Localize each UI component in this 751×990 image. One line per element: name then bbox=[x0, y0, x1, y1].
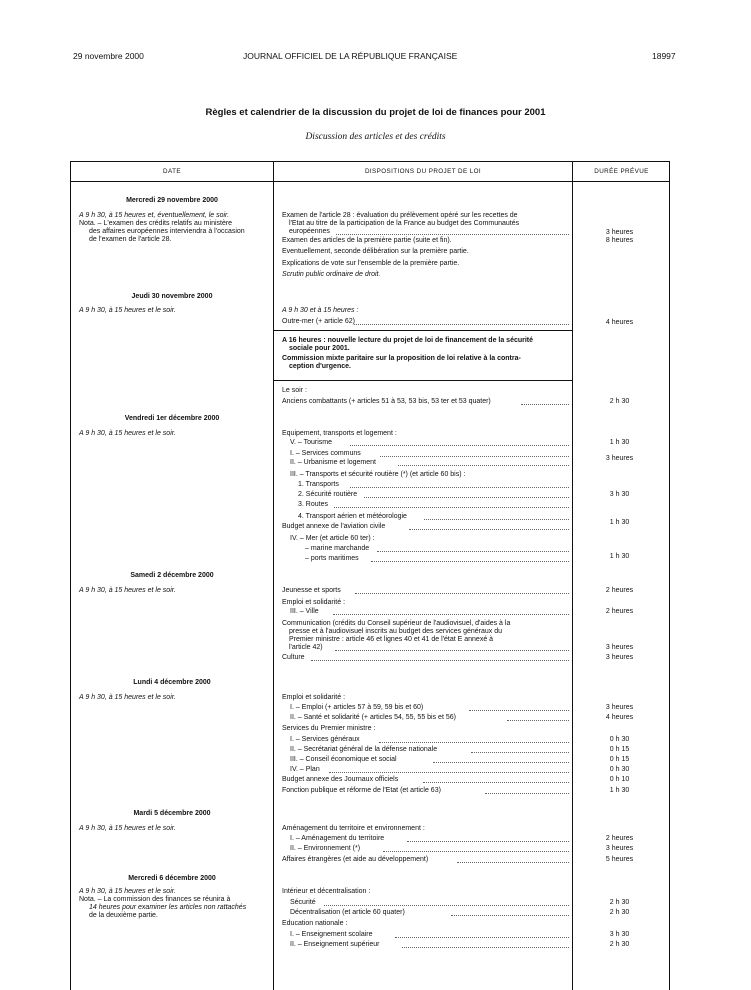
leader-dots bbox=[433, 762, 569, 763]
date-note: A 9 h 30, à 15 heures et le soir. bbox=[79, 825, 176, 832]
leader-dots bbox=[521, 404, 569, 405]
schedule-table bbox=[70, 161, 670, 990]
leader-dots bbox=[355, 593, 569, 594]
disposition-line: 2. Sécurité routière bbox=[298, 491, 358, 498]
disposition-line: I. – Emploi (+ articles 57 à 59, 59 bis et 60) bbox=[290, 704, 424, 711]
disposition-line: III. – Transports et sécurité routière (*) (et article 60 bis) : bbox=[290, 471, 466, 478]
disposition-line: Education nationale : bbox=[282, 920, 348, 927]
duration: 2 h 30 bbox=[609, 941, 630, 948]
section-rule bbox=[274, 380, 572, 381]
disposition-line: III. – Conseil économique et social bbox=[290, 756, 397, 763]
column-header-duration: DURÉE PRÉVUE bbox=[594, 168, 649, 175]
duration: 8 heures bbox=[605, 237, 634, 244]
duration: 3 h 30 bbox=[609, 931, 630, 938]
disposition-line: Budget annexe de l'aviation civile bbox=[282, 523, 386, 530]
date-note: A 9 h 30, à 15 heures et, éventuellement, le soir. bbox=[79, 212, 230, 219]
disposition-line: Affaires étrangères (et aide au développement) bbox=[282, 856, 429, 863]
duration: 1 h 30 bbox=[609, 553, 630, 560]
leader-dots bbox=[350, 445, 569, 446]
disposition-line: – ports maritimes bbox=[305, 555, 359, 562]
disposition-line: sociale pour 2001. bbox=[289, 345, 350, 352]
disposition-line: Scrutin public ordinaire de droit. bbox=[282, 271, 381, 278]
leader-dots bbox=[379, 742, 569, 743]
disposition-line: I. – Services communs bbox=[290, 450, 361, 457]
disposition-line: Anciens combattants (+ articles 51 à 53, 53 bis, 53 ter et 53 quater) bbox=[282, 398, 491, 405]
section-rule bbox=[274, 330, 572, 331]
duration: 0 h 30 bbox=[609, 766, 630, 773]
disposition-line: – marine marchande bbox=[305, 545, 370, 552]
header-date: 29 novembre 2000 bbox=[73, 51, 144, 61]
leader-dots bbox=[354, 324, 569, 325]
duration: 2 heures bbox=[605, 608, 634, 615]
header-rule bbox=[71, 181, 669, 182]
disposition-line: A 16 heures : nouvelle lecture du projet de loi de financement de la sécurité bbox=[282, 337, 534, 344]
date-note: A 9 h 30, à 15 heures et le soir. bbox=[79, 587, 176, 594]
disposition-line: IV. – Plan bbox=[290, 766, 320, 773]
disposition-line: Examen des articles de la première partie (suite et fin). bbox=[282, 237, 452, 244]
leader-dots bbox=[333, 614, 569, 615]
leader-dots bbox=[371, 561, 569, 562]
leader-dots bbox=[469, 710, 569, 711]
disposition-line: Décentralisation (et article 60 quater) bbox=[290, 909, 405, 916]
disposition-line: 3. Routes bbox=[298, 501, 328, 508]
date-note: A 9 h 30, à 15 heures et le soir. bbox=[79, 430, 176, 437]
disposition-line: II. – Environnement (*) bbox=[290, 845, 361, 852]
disposition-line: européennes bbox=[289, 228, 330, 235]
leader-dots bbox=[424, 519, 569, 520]
column-header-date: DATE bbox=[163, 168, 181, 175]
duration: 2 heures bbox=[605, 835, 634, 842]
duration: 4 heures bbox=[605, 319, 634, 326]
leader-dots bbox=[395, 937, 569, 938]
disposition-line: Emploi et solidarité : bbox=[282, 599, 346, 606]
leader-dots bbox=[457, 862, 569, 863]
disposition-line: Intérieur et décentralisation : bbox=[282, 888, 371, 895]
day-heading: Jeudi 30 novembre 2000 bbox=[131, 293, 213, 300]
day-heading: Mercredi 6 décembre 2000 bbox=[128, 875, 216, 882]
duration: 5 heures bbox=[605, 856, 634, 863]
leader-dots bbox=[377, 551, 569, 552]
disposition-line: Premier ministre : article 46 et lignes 40 et 41 de l'état E annexé à bbox=[289, 636, 494, 643]
duration: 4 heures bbox=[605, 714, 634, 721]
disposition-line: Services du Premier ministre : bbox=[282, 725, 376, 732]
disposition-line: II. – Santé et solidarité (+ articles 54, 55, 55 bis et 56) bbox=[290, 714, 456, 721]
leader-dots bbox=[364, 497, 569, 498]
leader-dots bbox=[383, 851, 569, 852]
disposition-line: III. – Ville bbox=[290, 608, 319, 615]
duration: 0 h 15 bbox=[609, 756, 630, 763]
duration: 1 h 30 bbox=[609, 787, 630, 794]
duration: 2 h 30 bbox=[609, 398, 630, 405]
date-note: de l'examen de l'article 28. bbox=[89, 236, 172, 243]
disposition-line: I. – Enseignement scolaire bbox=[290, 931, 373, 938]
leader-dots bbox=[409, 529, 569, 530]
date-note: Nota. – L'examen des crédits relatifs au ministère bbox=[79, 220, 233, 227]
date-note: Nota. – La commission des finances se réunira à bbox=[79, 896, 231, 903]
disposition-line: Budget annexe des Journaux officiels bbox=[282, 776, 399, 783]
date-note: 14 heures pour examiner les articles non rattachés bbox=[89, 904, 247, 911]
leader-dots bbox=[329, 772, 569, 773]
leader-dots bbox=[335, 650, 569, 651]
leader-dots bbox=[402, 947, 569, 948]
disposition-line: Commission mixte paritaire sur la proposition de loi relative à la contra- bbox=[282, 355, 521, 362]
disposition-line: l'Etat au titre de la participation de la France au budget des Communautés bbox=[289, 220, 520, 227]
disposition-line: ception d'urgence. bbox=[289, 363, 351, 370]
header-journal-title: JOURNAL OFFICIEL DE LA RÉPUBLIQUE FRANÇAISE bbox=[243, 51, 458, 61]
header-page-number: 18997 bbox=[652, 51, 676, 61]
leader-dots bbox=[336, 234, 569, 235]
day-heading: Vendredi 1er décembre 2000 bbox=[124, 415, 220, 422]
disposition-line: II. – Secrétariat général de la défense nationale bbox=[290, 746, 438, 753]
disposition-line: Sécurité bbox=[290, 899, 316, 906]
duration: 3 heures bbox=[605, 229, 634, 236]
leader-dots bbox=[334, 507, 569, 508]
disposition-line: Communication (crédits du Conseil supérieur de l'audiovisuel, d'aides à la bbox=[282, 620, 511, 627]
duration: 0 h 30 bbox=[609, 736, 630, 743]
date-note: des affaires européennes interviendra à l'occasion bbox=[89, 228, 245, 235]
column-header-dispositions: DISPOSITIONS DU PROJET DE LOI bbox=[364, 168, 482, 175]
disposition-line: A 9 h 30 et à 15 heures : bbox=[282, 307, 359, 314]
disposition-line: Eventuellement, seconde délibération sur la première partie. bbox=[282, 248, 469, 255]
duration: 3 h 30 bbox=[609, 491, 630, 498]
document-title: Règles et calendrier de la discussion du projet de loi de finances pour 2001 bbox=[205, 107, 546, 118]
date-note: A 9 h 30, à 15 heures et le soir. bbox=[79, 694, 176, 701]
leader-dots bbox=[423, 782, 569, 783]
disposition-line: 4. Transport aérien et météorologie bbox=[298, 513, 407, 520]
leader-dots bbox=[350, 487, 569, 488]
duration: 1 h 30 bbox=[609, 439, 630, 446]
date-note: de la deuxième partie. bbox=[89, 912, 158, 919]
duration: 2 h 30 bbox=[609, 909, 630, 916]
duration: 1 h 30 bbox=[609, 519, 630, 526]
date-note: A 9 h 30, à 15 heures et le soir. bbox=[79, 888, 176, 895]
disposition-line: Emploi et solidarité : bbox=[282, 694, 346, 701]
duration: 2 heures bbox=[605, 587, 634, 594]
disposition-line: I. – Services généraux bbox=[290, 736, 360, 743]
leader-dots bbox=[471, 752, 569, 753]
disposition-line: Explications de vote sur l'ensemble de la première partie. bbox=[282, 260, 460, 267]
disposition-line: I. – Aménagement du territoire bbox=[290, 835, 385, 842]
leader-dots bbox=[507, 720, 569, 721]
disposition-line: IV. – Mer (et article 60 ter) : bbox=[290, 535, 375, 542]
disposition-line: Equipement, transports et logement : bbox=[282, 430, 397, 437]
day-heading: Mardi 5 décembre 2000 bbox=[133, 810, 211, 817]
disposition-line: Le soir : bbox=[282, 387, 307, 394]
leader-dots bbox=[485, 793, 569, 794]
disposition-line: Examen de l'article 28 : évaluation du prélèvement opéré sur les recettes de bbox=[282, 212, 518, 219]
leader-dots bbox=[407, 841, 569, 842]
disposition-line: II. – Enseignement supérieur bbox=[290, 941, 380, 948]
leader-dots bbox=[324, 905, 569, 906]
column-divider bbox=[273, 162, 274, 990]
disposition-line: II. – Urbanisme et logement bbox=[290, 459, 376, 466]
day-heading: Lundi 4 décembre 2000 bbox=[133, 679, 211, 686]
duration: 3 heures bbox=[605, 455, 634, 462]
disposition-line: Aménagement du territoire et environnement : bbox=[282, 825, 425, 832]
day-heading: Mercredi 29 novembre 2000 bbox=[126, 197, 218, 204]
column-divider bbox=[572, 162, 573, 990]
duration: 3 heures bbox=[605, 654, 634, 661]
date-note: A 9 h 30, à 15 heures et le soir. bbox=[79, 307, 176, 314]
disposition-line: Culture bbox=[282, 654, 305, 661]
disposition-line: Outre-mer (+ article 62) bbox=[282, 318, 355, 325]
day-heading: Samedi 2 décembre 2000 bbox=[130, 572, 214, 579]
duration: 3 heures bbox=[605, 845, 634, 852]
duration: 0 h 10 bbox=[609, 776, 630, 783]
disposition-line: 1. Transports bbox=[298, 481, 339, 488]
document-subtitle: Discussion des articles et des crédits bbox=[305, 132, 446, 142]
duration: 0 h 15 bbox=[609, 746, 630, 753]
leader-dots bbox=[380, 456, 569, 457]
disposition-line: l'article 42) bbox=[289, 644, 323, 651]
leader-dots bbox=[451, 915, 569, 916]
duration: 3 heures bbox=[605, 704, 634, 711]
disposition-line: Fonction publique et réforme de l'Etat (et article 63) bbox=[282, 787, 441, 794]
duration: 3 heures bbox=[605, 644, 634, 651]
disposition-line: V. – Tourisme bbox=[290, 439, 333, 446]
disposition-line: Jeunesse et sports bbox=[282, 587, 341, 594]
leader-dots bbox=[311, 660, 569, 661]
duration: 2 h 30 bbox=[609, 899, 630, 906]
disposition-line: presse et à l'audiovisuel inscrits au budget des services généraux du bbox=[289, 628, 503, 635]
leader-dots bbox=[398, 465, 569, 466]
